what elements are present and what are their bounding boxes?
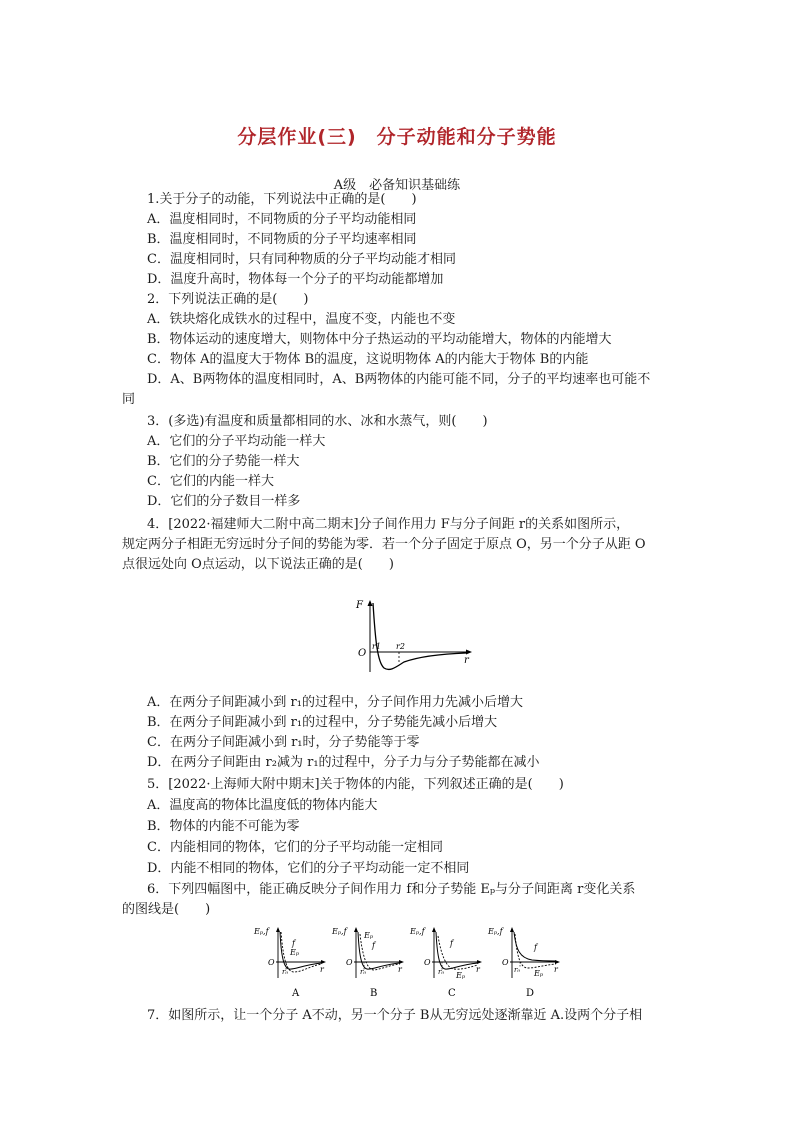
q6-b-label-r0: r₀: [360, 968, 367, 976]
q6-four-graphs-figure: [252, 922, 562, 1004]
q6-d-label-f: f: [534, 943, 537, 952]
q6-c-label-f: f: [450, 939, 453, 948]
page-title: 分层作业(三) 分子动能和分子势能: [237, 126, 557, 148]
q6-c-label-origin: O: [424, 958, 431, 967]
q4-stem-line2: 规定两分子相距无穷远时分子间的势能为零．若一个分子固定于原点 O，另一个分子从距 O: [122, 537, 646, 552]
q4-label-r1: r1: [372, 642, 381, 651]
q4-stem-line3: 点很远处向 O点运动，以下说法正确的是( ): [122, 557, 394, 572]
q4-option-b: B．在两分子间距减小到 r₁的过程中，分子势能先减小后增大: [147, 715, 498, 730]
q6-panel-a: [253, 927, 326, 999]
q2-option-c: C．物体 A的温度大于物体 B的温度，这说明物体 A的内能大于物体 B的内能: [147, 352, 589, 367]
q4-x-arrow: [466, 650, 472, 655]
q6-panel-c: [409, 927, 482, 999]
q6-a-label-ep: Eₚ: [290, 948, 300, 957]
q1-stem: 1.关于分子的动能，下列说法中正确的是( ): [147, 192, 417, 207]
q4-option-a: A．在两分子间距减小到 r₁的过程中，分子间作用力先减小后增大: [147, 695, 523, 710]
q6-c-axis-label: Eₚ,f: [410, 927, 425, 936]
q3-stem: 3．(多选)有温度和质量都相同的水、冰和水蒸气，则( ): [147, 414, 488, 429]
q2-option-d-wrap: 同: [122, 392, 136, 407]
q4-option-d: D．在两分子间距由 r₂减为 r₁的过程中，分子力与分子势能都在减小: [147, 755, 540, 770]
q3-option-b: B．它们的分子势能一样大: [147, 454, 300, 469]
q5-option-d: D．内能不相同的物体，它们的分子平均动能一定不相同: [147, 861, 470, 876]
q4-y-arrow: [368, 600, 373, 606]
q2-option-d: D．A、B两物体的温度相同时，A、B两物体的内能可能不同，分子的平均速率也可能不: [147, 372, 651, 387]
q4-stem-line1: 4．[2022·福建师大二附中高二期末]分子间作用力 F与分子间距 r的关系如图所示，: [147, 517, 630, 532]
q1-option-d: D．温度升高时，物体每一个分子的平均动能都增加: [147, 272, 444, 287]
q4-force-distance-figure: [348, 600, 478, 680]
q1-option-a: A．温度相同时，不同物质的分子平均动能相同: [147, 212, 417, 227]
q6-panel-d: [487, 927, 560, 999]
q6-b-label-r: r: [398, 965, 402, 974]
q6-panel-a-label: A: [292, 988, 300, 999]
q6-b-label-f: f: [372, 941, 375, 950]
q6-a-label-r: r: [320, 965, 324, 974]
q6-d-label-r: r: [554, 965, 558, 974]
q6-a-label-f: f: [292, 939, 295, 948]
q6-c-label-r0: r₀: [438, 968, 445, 976]
q4-label-F: F: [356, 600, 363, 611]
q2-option-b: B．物体运动的速度增大，则物体中分子热运动的平均动能增大，物体的内能增大: [147, 332, 612, 347]
q3-option-d: D．它们的分子数目一样多: [147, 494, 301, 509]
q6-d-label-ep: Eₚ: [534, 969, 544, 978]
q5-option-c: C．内能相同的物体，它们的分子平均动能一定相同: [147, 840, 443, 855]
q6-panel-b: [331, 927, 404, 999]
q6-a-label-r0: r₀: [282, 968, 289, 976]
q6-stem-line2: 的图线是( ): [122, 902, 211, 917]
q6-d-axis-label: Eₚ,f: [488, 927, 503, 936]
q6-d-label-r0: r₀: [514, 966, 521, 974]
q5-stem: 5．[2022·上海师大附中期末]关于物体的内能，下列叙述正确的是( ): [147, 777, 564, 792]
q6-d-label-origin: O: [502, 958, 509, 967]
q6-b-label-origin: O: [346, 958, 353, 967]
q6-a-axis-label: Eₚ,f: [254, 927, 269, 936]
q4-force-curve: [373, 603, 466, 669]
q6-panel-b-label: B: [370, 988, 378, 999]
q4-label-origin: O: [358, 648, 367, 659]
q4-option-c: C．在两分子间距减小到 r₁时，分子势能等于零: [147, 735, 420, 750]
q1-option-c: C．温度相同时，只有同种物质的分子平均动能才相同: [147, 252, 456, 267]
q5-option-b: B．物体的内能不可能为零: [147, 819, 300, 834]
q6-c-label-ep: Eₚ: [456, 971, 466, 980]
q4-label-r2: r2: [396, 642, 405, 651]
section-heading: A级 必备知识基础练: [333, 178, 461, 193]
q2-stem: 2．下列说法正确的是( ): [147, 292, 309, 307]
q6-panel-c-label: C: [448, 988, 456, 999]
q1-option-b: B．温度相同时，不同物质的分子平均速率相同: [147, 232, 417, 247]
q6-panel-d-label: D: [526, 988, 535, 999]
q2-option-a: A．铁块熔化成铁水的过程中，温度不变，内能也不变: [147, 312, 456, 327]
q7-stem: 7．如图所示，让一个分子 A不动，另一个分子 B从无穷远处逐渐靠近 A.设两个分子相: [147, 1008, 643, 1023]
q3-option-c: C．它们的内能一样大: [147, 474, 274, 489]
q6-a-label-origin: O: [268, 958, 275, 967]
q4-label-r: r: [464, 655, 469, 666]
q6-c-label-r: r: [476, 965, 480, 974]
q6-stem-line1: 6．下列四幅图中，能正确反映分子间作用力 f和分子势能 Eₚ与分子间距离 r变化关系: [147, 882, 636, 897]
q6-b-axis-label: Eₚ,f: [332, 927, 347, 936]
q3-option-a: A．它们的分子平均动能一样大: [147, 434, 326, 449]
q5-option-a: A．温度高的物体比温度低的物体内能大: [147, 798, 378, 813]
q6-b-label-ep: Eₚ: [364, 931, 374, 940]
